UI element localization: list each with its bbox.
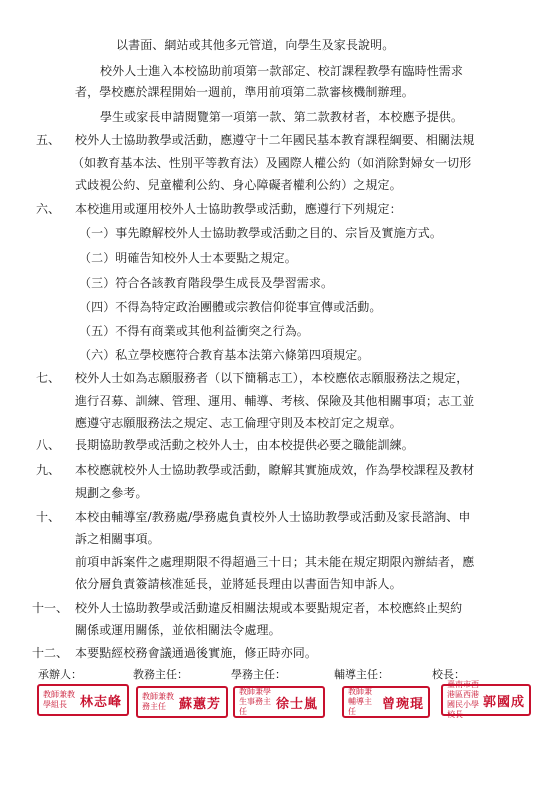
body-line: 規劃之參考。 xyxy=(75,486,148,500)
body-line: 關係或運用關係，並依相關法令處理。 xyxy=(75,623,281,637)
body-line: 本校進用或運用校外人士協助教學或活動，應遵行下列規定： xyxy=(75,202,402,216)
body-line: （四）不得為特定政治團體或宗教信仰從事宣傳或活動。 xyxy=(79,300,382,314)
body-line: 本要點經校務會議通過後實施，修正時亦同。 xyxy=(75,646,318,660)
signature-label-counseling: 輔導主任： xyxy=(334,668,389,681)
section-number: 六、 xyxy=(36,202,61,216)
signature-label-student-affairs: 學務主任： xyxy=(231,668,286,681)
section-number: 五、 xyxy=(36,133,61,147)
signature-label-academic: 教務主任： xyxy=(133,668,188,681)
section-number: 九、 xyxy=(36,463,61,477)
signature-label-handler: 承辦人： xyxy=(38,668,82,681)
body-line: （如教育基本法、性別平等教育法）及國際人權公約（如消除對婦女一切形 xyxy=(72,156,472,170)
body-line: 式歧視公約、兒童權利公約、身心障礙者權利公約）之規定。 xyxy=(75,178,402,192)
body-line: 本校由輔導室/教務處/學務處負責校外人士協助教學或活動及家長諮詢、申 xyxy=(75,510,471,524)
seal-stamp-principal: 臺南市西港區西港國民小學校長 郭國成 xyxy=(441,684,531,716)
body-line: 校外人士如為志願服務者（以下簡稱志工），本校應依志願服務法之規定， xyxy=(75,371,469,385)
body-line: 以書面、網站或其他多元管道，向學生及家長說明。 xyxy=(116,38,395,52)
section-number: 十、 xyxy=(36,510,61,524)
section-number: 十一、 xyxy=(32,601,69,615)
seal-stamp-academic: 教師兼教務主任 蘇蕙芳 xyxy=(136,686,228,718)
body-line: 學生或家長申請閱覽第一項第一款、第二款教材者，本校應予提供。 xyxy=(100,110,464,124)
body-line: 進行召募、訓練、管理、運用、輔導、考核、保險及其他相關事項；志工並 xyxy=(75,394,475,408)
body-line: 校外人士進入本校協助前項第一款部定、校訂課程教學有臨時性需求 xyxy=(100,64,464,78)
body-line: 本校應就校外人士協助教學或活動，瞭解其實施成效，作為學校課程及教材 xyxy=(75,463,475,477)
signature-label-principal: 校長： xyxy=(432,668,465,681)
body-line: 者，學校應於課程開始一週前，準用前項第二款審核機制辦理。 xyxy=(75,85,414,99)
body-line: （三）符合各該教育階段學生成長及學習需求。 xyxy=(79,276,334,290)
section-number: 七、 xyxy=(36,371,61,385)
body-line: 應遵守志願服務法之規定、志工倫理守則及本校訂定之規章。 xyxy=(75,416,402,430)
body-line: （一）事先瞭解校外人士協助教學或活動之目的、宗旨及實施方式。 xyxy=(79,226,443,240)
body-line: （二）明確告知校外人士本要點之規定。 xyxy=(79,251,297,265)
body-line: 依分層負責簽請核准延長，並將延長理由以書面告知申訴人。 xyxy=(75,577,402,591)
section-number: 八、 xyxy=(36,438,61,452)
body-line: 長期協助教學或活動之校外人士，由本校提供必要之職能訓練。 xyxy=(75,438,414,452)
seal-stamp-handler: 教師兼教學組長 林志峰 xyxy=(37,684,129,716)
body-line: （六）私立學校應符合教育基本法第六條第四項規定。 xyxy=(79,348,370,362)
section-number: 十二、 xyxy=(32,646,69,660)
body-line: 訴之相關事項。 xyxy=(75,532,160,546)
body-line: （五）不得有商業或其他利益衝突之行為。 xyxy=(79,324,309,338)
seal-stamp-counseling: 教師兼輔導主任 曾琬琨 xyxy=(342,686,430,718)
seal-stamp-student-affairs: 教師兼學生事務主任 徐士嵐 xyxy=(233,686,325,718)
body-line: 前項申訴案件之處理期限不得超過三十日；其未能在規定期限內辦結者，應 xyxy=(75,555,475,569)
body-line: 校外人士協助教學或活動，應遵守十二年國民基本教育課程綱要、相關法規 xyxy=(75,133,475,147)
body-line: 校外人士協助教學或活動違反相關法規或本要點規定者，本校應終止契約 xyxy=(75,601,463,615)
